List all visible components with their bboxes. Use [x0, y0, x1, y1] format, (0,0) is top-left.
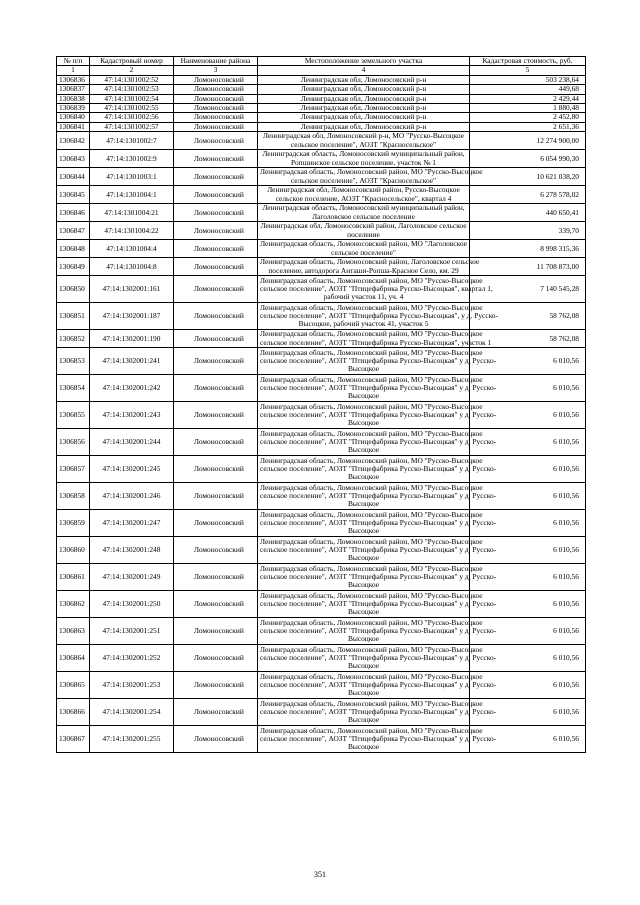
table-row [57, 258, 586, 276]
location-line: Высоцкое [347, 391, 380, 401]
header-row [57, 57, 586, 66]
cadastral-cost: 503 238,64 [470, 75, 586, 84]
row-number: 1306864 [57, 645, 90, 672]
district-name: Ломоносовский [174, 645, 258, 672]
cadastral-number: 47:14:1301004:8 [90, 258, 174, 276]
cadastral-number: 47:14:1301003:1 [90, 168, 174, 186]
table-row [57, 726, 586, 753]
location-cell [258, 617, 497, 645]
location-cell [258, 122, 470, 131]
location-line: Ленинградская обл, Ломоносовский р-н [300, 112, 427, 122]
location-cell [258, 85, 470, 94]
district-name: Ломоносовский [174, 150, 258, 168]
location-cell [258, 509, 497, 537]
row-number: 1306841 [57, 122, 90, 131]
cadastral-cost: 6 010,56 [470, 348, 586, 375]
location-line: Ленинградская область, Ломоносовский район, МО "Лаголовское [260, 239, 467, 249]
location-line: Высоцкое [347, 472, 380, 482]
cadastral-cost: 8 998 315,36 [470, 240, 586, 258]
column-number: 5 [470, 66, 586, 75]
location-line: сельское поселение", АОЗТ "Красносельское" [290, 175, 437, 185]
district-name: Ломоносовский [174, 94, 258, 103]
table-row [57, 402, 586, 429]
cadastral-number: 47:14:1302001:245 [90, 456, 174, 483]
cadastral-cost: 6 010,56 [470, 429, 586, 456]
cadastral-cost: 6 010,56 [470, 618, 586, 645]
location-line: Ленинградская область, Ломоносовский район, МО "Русско-Высоцкое [260, 329, 483, 339]
district-name: Ломоносовский [174, 456, 258, 483]
cadastral-cost: 6 010,56 [470, 672, 586, 699]
cadastral-number: 47:14:1302001:252 [90, 645, 174, 672]
location-line: Ленинградская обл, Ломоносовский р-н [300, 121, 427, 131]
location-line: сельское поселение", АОЗТ "Птицефабрика Русско-Высоцкая" у д. Русско- [260, 491, 497, 501]
location-line: сельское поселение", АОЗТ "Птицефабрика Русско-Высоцкая" у д. Русско- [260, 545, 497, 555]
row-number: 1306851 [57, 303, 90, 330]
cadastral-cost: 6 010,56 [470, 645, 586, 672]
cadastral-number: 47:14:1301002:52 [90, 75, 174, 84]
header-cadastral: Кадастровый номер [90, 57, 174, 66]
location-line: Высоцкое [347, 418, 380, 428]
cadastral-cost: 6 010,56 [470, 483, 586, 510]
location-line: Высоцкое [347, 553, 380, 563]
location-line: сельское поселение", АОЗТ "Птицефабрика Русско-Высоцкая" у д. Русско- [260, 599, 497, 609]
table-row [57, 122, 586, 131]
location-line: Высоцкое [347, 580, 380, 590]
district-name: Ломоносовский [174, 104, 258, 113]
row-number: 1306848 [57, 240, 90, 258]
table-row [57, 303, 586, 330]
district-name: Ломоносовский [174, 564, 258, 591]
table-row [57, 645, 586, 672]
table-row [57, 375, 586, 402]
table-row [57, 456, 586, 483]
table-row [57, 510, 586, 537]
location-line: Высоцкое [347, 715, 380, 725]
table-row [57, 168, 586, 186]
row-number: 1306837 [57, 85, 90, 94]
location-cell [258, 671, 497, 699]
table-row [57, 276, 586, 303]
location-line: сельское поселение", АОЗТ "Птицефабрика Русско-Высоцкая" у д. Русско- [260, 437, 497, 447]
table-row [57, 330, 586, 348]
row-number: 1306866 [57, 699, 90, 726]
table-row [57, 186, 586, 204]
table-body [57, 75, 586, 752]
cadastral-number: 47:14:1302001:241 [90, 348, 174, 375]
column-number: 1 [57, 66, 90, 75]
column-number: 3 [174, 66, 258, 75]
cadastral-cost: 6 010,56 [470, 456, 586, 483]
column-number: 4 [258, 66, 470, 75]
location-line: Ленинградская область, Ломоносовский район, МО "Русско-Высоцкое [260, 509, 483, 519]
location-cell [258, 204, 470, 222]
column-number-row [57, 66, 586, 75]
district-name: Ломоносовский [174, 348, 258, 375]
location-cell [258, 257, 480, 276]
location-line: Ленинградская область, Ломоносовский муниципальный район, [262, 203, 465, 213]
location-line: Высоцкое [347, 688, 380, 698]
location-line: сельское поселение", АОЗТ "Птицефабрика Русско-Высоцкая", у д. Русско- [260, 311, 498, 321]
row-number: 1306838 [57, 94, 90, 103]
table-row [57, 699, 586, 726]
location-cell [258, 167, 483, 186]
location-line: сельское поселение", АОЗТ "Птицефабрика Русско-Высоцкая" у д. Русско- [260, 680, 497, 690]
row-number: 1306853 [57, 348, 90, 375]
location-line: Ленинградская обл, Ломоносовский р-н, МО "Русско-Высоцкое [263, 131, 464, 141]
district-name: Ломоносовский [174, 240, 258, 258]
cadastral-number: 47:14:1301004:21 [90, 204, 174, 222]
cadastral-cost: 440 650,41 [470, 204, 586, 222]
district-name: Ломоносовский [174, 510, 258, 537]
location-line: Ленинградская область, Ломоносовский район, МО "Русско-Высоцкое [260, 725, 483, 735]
location-line: Ленинградская область, Ломоносовский район, МО "Русско-Высоцкое [260, 590, 483, 600]
cadastral-cost: 6 010,56 [470, 591, 586, 618]
row-number: 1306849 [57, 258, 90, 276]
table-row [57, 618, 586, 645]
row-number: 1306843 [57, 150, 90, 168]
district-name: Ломоносовский [174, 402, 258, 429]
row-number: 1306865 [57, 672, 90, 699]
cadastral-number: 47:14:1302001:161 [90, 276, 174, 303]
district-name: Ломоносовский [174, 303, 258, 330]
row-number: 1306839 [57, 104, 90, 113]
location-cell [258, 455, 497, 483]
location-line: Ленинградская обл, Ломоносовский р-н [300, 93, 427, 103]
cadastral-cost: 7 140 545,28 [470, 276, 586, 303]
cadastral-number: 47:14:1302001:243 [90, 402, 174, 429]
location-line: Ленинградская область, Ломоносовский район, МО "Русско-Высоцкое [260, 482, 483, 492]
table-row [57, 150, 586, 168]
row-number: 1306836 [57, 75, 90, 84]
cadastral-cost: 6 010,56 [470, 537, 586, 564]
cadastral-number: 47:14:1302001:190 [90, 330, 174, 348]
cadastral-number: 47:14:1302001:244 [90, 429, 174, 456]
cadastral-number: 47:14:1302001:250 [90, 591, 174, 618]
location-line: Ленинградская область, Ломоносовский район, МО "Русско-Высоцкое [260, 617, 483, 627]
location-line: Высоцкое [347, 661, 380, 671]
location-cell [258, 329, 492, 348]
table-row [57, 537, 586, 564]
location-line: Высоцкое [347, 742, 380, 752]
cadastral-number: 47:14:1302001:187 [90, 303, 174, 330]
location-cell [258, 240, 470, 258]
location-line: Ленинградская область, Ломоносовский район, МО "Русско-Высоцкое [260, 167, 483, 177]
location-line: сельское поселение", АОЗТ "Птицефабрика Русско-Высоцкая" у д. Русско- [260, 734, 497, 744]
cadastral-number: 47:14:1301002:54 [90, 94, 174, 103]
row-number: 1306847 [57, 222, 90, 240]
cadastral-cost: 11 708 873,00 [470, 258, 586, 276]
location-cell [258, 563, 497, 591]
row-number: 1306846 [57, 204, 90, 222]
location-line: сельское поселение", АОЗТ "Птицефабрика Русско-Высоцкая" у д. Русско- [260, 707, 497, 717]
location-line: Ленинградская область, Ломоносовский район, МО "Русско-Высоцкое [260, 275, 483, 285]
location-line: Ленинградская область, Ломоносовский район, МО "Русско-Высоцкое [260, 374, 483, 384]
location-cell [258, 401, 497, 429]
cadastral-cost: 12 274 900,00 [470, 132, 586, 150]
district-name: Ломоносовский [174, 113, 258, 122]
district-name: Ломоносовский [174, 122, 258, 131]
location-line: сельское поселение", АОЗТ "Красносельское" [290, 139, 437, 149]
location-line: Высоцкое [347, 499, 380, 509]
row-number: 1306842 [57, 132, 90, 150]
district-name: Ломоносовский [174, 726, 258, 753]
cadastral-number: 47:14:1301002:57 [90, 122, 174, 131]
location-line: сельское поселение", АОЗТ "Птицефабрика Русско-Высоцкая", участок 1 [260, 337, 492, 347]
location-cell [258, 222, 470, 240]
cadastral-cost: 58 762,08 [470, 330, 586, 348]
district-name: Ломоносовский [174, 537, 258, 564]
cadastral-cost: 6 010,56 [470, 699, 586, 726]
district-name: Ломоносовский [174, 75, 258, 84]
location-line: Ленинградская обл, Ломоносовский р-н [300, 74, 427, 84]
cadastral-cost: 6 010,56 [470, 510, 586, 537]
location-cell [258, 428, 497, 456]
cadastral-cost: 2 429,44 [470, 94, 586, 103]
location-line: сельское поселение", АОЗТ "Птицефабрика Русско-Высоцкая" у д. Русско- [260, 653, 497, 663]
location-line: Ленинградская область, Ломоносовский район, Лаголовское сельское [260, 257, 480, 267]
cadastral-number: 47:14:1302001:246 [90, 483, 174, 510]
district-name: Ломоносовский [174, 168, 258, 186]
location-line: Высоцкое [347, 445, 380, 455]
district-name: Ломоносовский [174, 204, 258, 222]
location-line: Ленинградская обл, Ломоносовский район, Русско-Высоцкое [267, 185, 460, 195]
cadastral-number: 47:14:1302001:251 [90, 618, 174, 645]
cadastral-number: 47:14:1302001:255 [90, 726, 174, 753]
table-row [57, 429, 586, 456]
district-name: Ломоносовский [174, 330, 258, 348]
cadastral-cost: 6 010,56 [470, 726, 586, 753]
location-cell [258, 347, 497, 375]
location-line: Ленинградская область, Ломоносовский район, МО "Русско-Высоцкое [260, 644, 483, 654]
location-line: Ленинградская обл, Ломоносовский район, Лаголовское сельское [260, 221, 467, 231]
location-cell [258, 113, 470, 122]
district-name: Ломоносовский [174, 618, 258, 645]
table-row [57, 113, 586, 122]
location-cell [258, 482, 497, 510]
location-line: Ленинградская обл, Ломоносовский р-н [300, 84, 427, 94]
location-line: Ленинградская область, Ломоносовский район, МО "Русско-Высоцкое [260, 347, 483, 357]
cadastral-cost: 10 621 038,20 [470, 168, 586, 186]
location-line: Ленинградская обл, Ломоносовский р-н [300, 103, 427, 113]
district-name: Ломоносовский [174, 375, 258, 402]
table-row [57, 85, 586, 94]
row-number: 1306855 [57, 402, 90, 429]
district-name: Ломоносовский [174, 186, 258, 204]
location-line: Ленинградская область, Ломоносовский район, МО "Русско-Высоцкое [260, 302, 483, 312]
location-cell [258, 132, 470, 150]
district-name: Ломоносовский [174, 258, 258, 276]
cadastral-cost: 58 762,08 [470, 303, 586, 330]
location-line: Ленинградская область, Ломоносовский район, МО "Русско-Высоцкое [260, 698, 483, 708]
cadastral-number: 47:14:1301002:9 [90, 150, 174, 168]
location-line: Ленинградская область, Ломоносовский район, МО "Русско-Высоцкое [260, 455, 483, 465]
table-row [57, 564, 586, 591]
location-line: Ленинградская область, Ломоносовский район, МО "Русско-Высоцкое [260, 401, 483, 411]
location-line: Ленинградская область, Ломоносовский район, МО "Русско-Высоцкое [260, 563, 483, 573]
location-cell [258, 536, 497, 564]
location-line: сельское поселение", АОЗТ "Птицефабрика Русско-Высоцкая" у д. Русско- [260, 518, 497, 528]
cadastral-number: 47:14:1302001:247 [90, 510, 174, 537]
location-line: Высоцкое [347, 634, 380, 644]
location-line: поселение, автодорога Анташи-Ропша-Красное Село, км. 29 [268, 265, 459, 275]
district-name: Ломоносовский [174, 276, 258, 303]
cadastral-cost: 6 010,56 [470, 375, 586, 402]
cadastral-number: 47:14:1301004:22 [90, 222, 174, 240]
location-cell [258, 644, 497, 672]
location-line: Ленинградская область, Ломоносовский муниципальный район, [262, 149, 465, 159]
cadastral-number: 47:14:1301004:1 [90, 186, 174, 204]
row-number: 1306854 [57, 375, 90, 402]
location-line: сельское поселение" [331, 247, 396, 257]
district-name: Ломоносовский [174, 222, 258, 240]
header-location: Местоположение земельного участка [258, 57, 470, 66]
header-num: № п/п [57, 57, 90, 66]
location-line: сельское поселение", АОЗТ "Птицефабрика Русско-Высоцкая" у д. Русско- [260, 356, 497, 366]
cadastral-cost: 1 880,48 [470, 104, 586, 113]
table-row [57, 348, 586, 375]
cadastral-table [56, 56, 586, 753]
row-number: 1306850 [57, 276, 90, 303]
location-cell [258, 698, 497, 726]
row-number: 1306858 [57, 483, 90, 510]
cadastral-number: 47:14:1301002:53 [90, 85, 174, 94]
district-name: Ломоносовский [174, 429, 258, 456]
header-district: Наименование района [174, 57, 258, 66]
column-number: 2 [90, 66, 174, 75]
location-cell [258, 275, 493, 303]
row-number: 1306867 [57, 726, 90, 753]
cadastral-number: 47:14:1302001:253 [90, 672, 174, 699]
cadastral-cost: 6 010,56 [470, 402, 586, 429]
row-number: 1306845 [57, 186, 90, 204]
location-line: Ленинградская область, Ломоносовский район, МО "Русско-Высоцкое [260, 428, 483, 438]
location-line: Высоцкое, рабочий участок 41, участок 5 [298, 319, 429, 329]
location-line: сельское поселение", АОЗТ "Птицефабрика Русско-Высоцкая" у д. Русско- [260, 626, 497, 636]
district-name: Ломоносовский [174, 483, 258, 510]
location-line: сельское поселение, АОЗТ "Красносельское", квартал 4 [275, 193, 452, 203]
location-cell [258, 186, 470, 204]
row-number: 1306860 [57, 537, 90, 564]
row-number: 1306863 [57, 618, 90, 645]
cadastral-cost: 449,68 [470, 85, 586, 94]
header-cost: Кадастровая стоимость, руб. [470, 57, 586, 66]
cadastral-number: 47:14:1301002:7 [90, 132, 174, 150]
location-line: сельское поселение", АОЗТ "Птицефабрика Русско-Высоцкая" у д. Русско- [260, 383, 497, 393]
location-line: Высоцкое [347, 364, 380, 374]
row-number: 1306852 [57, 330, 90, 348]
table-row [57, 483, 586, 510]
location-line: Ропшинское сельское поселение, участок № 1 [291, 157, 436, 167]
cadastral-cost: 6 054 990,30 [470, 150, 586, 168]
location-cell [258, 374, 497, 402]
cadastral-number: 47:14:1302001:242 [90, 375, 174, 402]
cadastral-cost: 6 278 578,02 [470, 186, 586, 204]
location-line: Ленинградская область, Ломоносовский район, МО "Русско-Высоцкое [260, 671, 483, 681]
table-row [57, 132, 586, 150]
cadastral-number: 47:14:1302001:249 [90, 564, 174, 591]
table-row [57, 204, 586, 222]
cadastral-number: 47:14:1302001:248 [90, 537, 174, 564]
location-line: Ленинградская область, Ломоносовский район, МО "Русско-Высоцкое [260, 536, 483, 546]
row-number: 1306861 [57, 564, 90, 591]
location-line: поселение [347, 229, 380, 239]
cadastral-number: 47:14:1301004:4 [90, 240, 174, 258]
cadastral-number: 47:14:1301002:56 [90, 113, 174, 122]
location-cell [258, 150, 470, 168]
row-number: 1306856 [57, 429, 90, 456]
row-number: 1306862 [57, 591, 90, 618]
location-cell [258, 590, 497, 618]
district-name: Ломоносовский [174, 672, 258, 699]
location-line: Высоцкое [347, 607, 380, 617]
cadastral-cost: 6 010,56 [470, 564, 586, 591]
row-number: 1306840 [57, 113, 90, 122]
row-number: 1306857 [57, 456, 90, 483]
location-line: Высоцкое [347, 526, 380, 536]
table-row [57, 222, 586, 240]
location-line: рабочий участок 11, уч. 4 [323, 292, 404, 302]
cadastral-cost: 339,70 [470, 222, 586, 240]
cadastral-number: 47:14:1302001:254 [90, 699, 174, 726]
district-name: Ломоносовский [174, 591, 258, 618]
district-name: Ломоносовский [174, 85, 258, 94]
cadastral-number: 47:14:1301002:55 [90, 104, 174, 113]
district-name: Ломоносовский [174, 132, 258, 150]
location-line: сельское поселение", АОЗТ "Птицефабрика Русско-Высоцкая" у д. Русско- [260, 464, 497, 474]
row-number: 1306859 [57, 510, 90, 537]
district-name: Ломоносовский [174, 699, 258, 726]
location-line: сельское поселение", АОЗТ "Птицефабрика Русско-Высоцкая" у д. Русско- [260, 410, 497, 420]
page-number: 351 [314, 870, 326, 879]
cadastral-cost: 2 651,36 [470, 122, 586, 131]
location-cell [258, 302, 498, 330]
cadastral-cost: 2 452,80 [470, 113, 586, 122]
table-row [57, 672, 586, 699]
location-line: сельское поселение", АОЗТ "Птицефабрика Русско-Высоцкая", квартал 1, [260, 284, 493, 294]
table-row [57, 591, 586, 618]
location-cell [258, 725, 497, 753]
table-row [57, 240, 586, 258]
location-line: сельское поселение", АОЗТ "Птицефабрика Русско-Высоцкая" у д. Русско- [260, 572, 497, 582]
row-number: 1306844 [57, 168, 90, 186]
location-line: Лаголовское сельское поселение [312, 211, 415, 221]
